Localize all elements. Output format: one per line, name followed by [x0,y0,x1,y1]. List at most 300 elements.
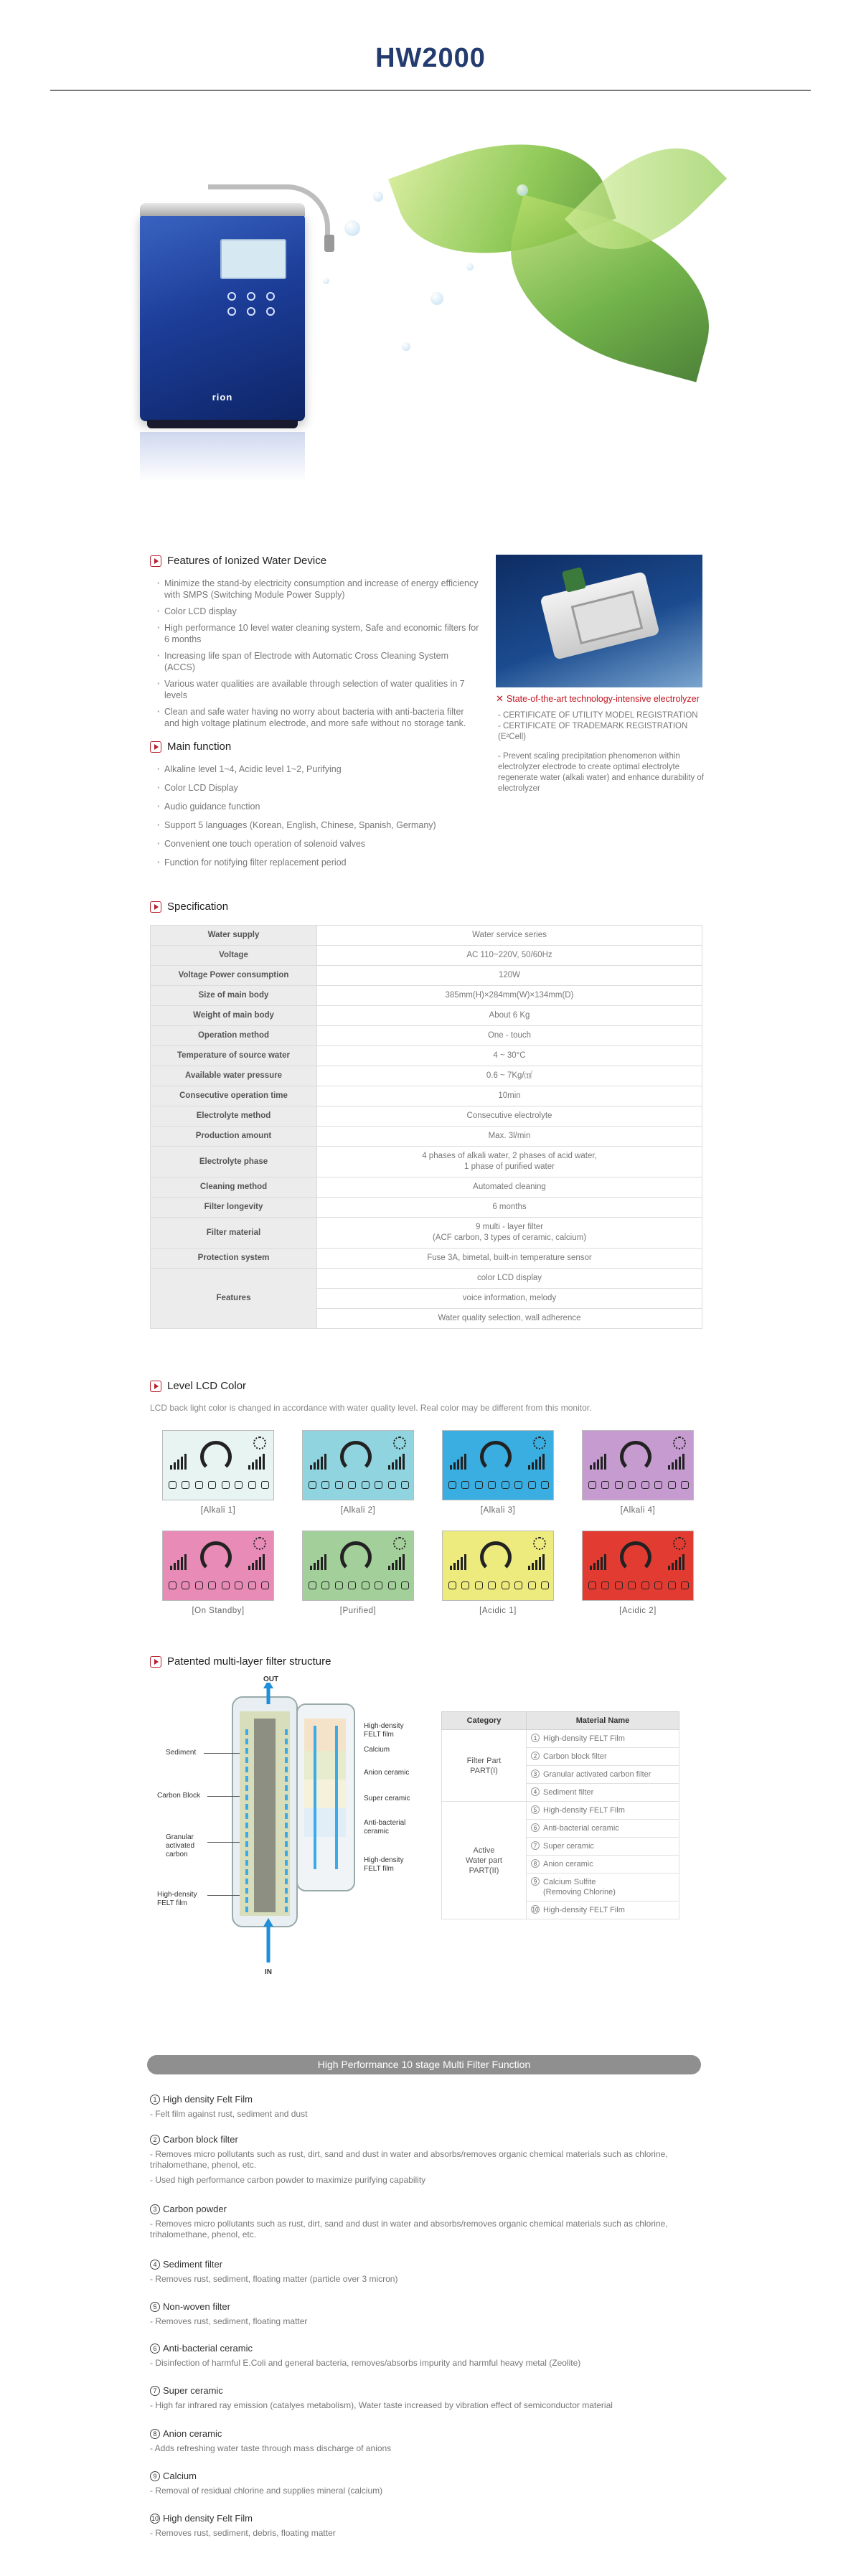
main-function-heading [150,741,231,753]
spec-value: 385mm(H)×284mm(W)×134mm(D) [317,986,702,1006]
stage-desc: - High far infrared ray emission (catalyes metabolism), Water taste increased by vibration effect of semiconductor material [150,2400,613,2410]
water-drop [402,342,410,351]
table-row [151,1026,702,1046]
device-brand-logo: rion [212,392,233,403]
lcd-label: [Acidic 2] [619,1607,657,1615]
lcd-bar [403,1454,405,1470]
lcd-mode-icon [375,1581,382,1589]
lcd-bar [604,1454,606,1470]
lcd-screen [582,1531,694,1601]
number-badge: 2 [531,1752,540,1760]
specification-heading [150,901,228,913]
lcd-bar [593,1462,596,1470]
lcd-mode-icon [448,1581,456,1589]
lcd-bar [252,1462,254,1470]
lcd-sample [302,1531,414,1615]
lcd-mode-icon [601,1481,609,1489]
filter-core-inner [254,1719,276,1912]
spec-label: Production amount [151,1127,317,1147]
lcd-level-bars-right [522,1554,546,1571]
label-leader-line [204,1753,240,1754]
electrolyzer-image [496,555,702,687]
stage-desc: - Felt film against rust, sediment and dust [150,2109,308,2119]
lcd-sample [442,1531,554,1615]
stage-title-text: Anion ceramic [163,2428,222,2439]
lcd-mode-icon [348,1581,356,1589]
material-subtitle: (Removing Chlorine) [543,1888,616,1896]
lcd-ring-icon [480,1541,512,1573]
column-header-material: Material Name [527,1712,679,1730]
lcd-mode-icon [615,1481,623,1489]
list-item: · Clean and safe water having no worry about bacteria with anti-bacteria filter and high voltage platinum electrode, and more safe without no storage tank. [157,706,480,729]
lcd-bar [682,1554,684,1570]
lcd-level-bars-left [590,1554,614,1571]
label-super: Super ceramic [364,1795,410,1802]
lcd-bar [184,1554,187,1570]
lcd-level-bars-left [310,1554,334,1571]
material-name: Anti-bacterial ceramic [543,1824,619,1833]
lcd-mode-icon [641,1581,649,1589]
spec-label: Protection system [151,1249,317,1269]
lcd-bar [403,1554,405,1570]
number-badge: 5 [531,1805,540,1814]
spec-value: Water quality selection, wall adherence [317,1309,702,1329]
lcd-bar [252,1563,254,1570]
lcd-bar [177,1560,179,1570]
spec-label: Operation method [151,1026,317,1046]
lcd-bar [392,1462,394,1470]
lcd-bar [453,1563,456,1570]
features-heading [150,555,326,567]
lcd-bar [174,1563,176,1570]
lcd-mode-icon [261,1481,269,1489]
lcd-mode-icons [309,1581,409,1589]
stage-title-text: Super ceramic [163,2385,223,2396]
stage-title-text: High density Felt Film [163,2094,253,2105]
note-item: - CERTIFICATE OF TRADEMARK REGISTRATION (E²Cell) [498,722,688,741]
stage-title-text: Sediment filter [163,2259,223,2270]
label-leader-line [207,1796,240,1797]
lcd-mode-icon [615,1581,623,1589]
material-cell [527,1820,679,1838]
lcd-mode-icon [541,1581,549,1589]
stage-desc: - Removes micro pollutants such as rust, dirt, sand and dust in water and absorbs/removes organic chemical materials such as chlorine, trihalomethane, phenol, etc. [150,2219,668,2239]
material-cell [527,1766,679,1784]
spec-label: Available water pressure [151,1066,317,1086]
lcd-mode-icon [309,1581,316,1589]
label-granular-carbon: Granular activated carbon [166,1833,195,1858]
stage-title [150,2259,702,2270]
stage-item [150,2204,702,2244]
number-badge: 1 [150,2095,160,2105]
lcd-mode-icon [514,1481,522,1489]
stage-title [150,2134,702,2145]
lcd-bar [310,1465,312,1470]
play-arrow-icon [150,741,161,753]
lcd-bar [668,1566,670,1570]
spec-label: Filter longevity [151,1198,317,1218]
lcd-mode-icon [668,1481,676,1489]
lcd-label: [Alkali 1] [200,1506,236,1515]
device-top-cap [140,203,305,216]
lcd-bar [310,1566,312,1570]
label-carbon-block: Carbon Block [157,1792,201,1800]
lcd-mode-icon [461,1581,469,1589]
lcd-mode-icon [461,1481,469,1489]
lcd-color-grid [162,1430,693,1615]
category-name: PART(II) [469,1866,499,1875]
number-badge: 4 [531,1787,540,1796]
filter-layer-super [304,1780,346,1808]
spec-label: Consecutive operation time [151,1086,317,1106]
lcd-mode-icon [668,1581,676,1589]
electrolyzer-caption-text: State-of-the-art technology-intensive electrolyzer [506,694,700,704]
list-item: · Minimize the stand-by electricity consumption and increase of energy efficiency with SMPS (Switching Module Power Supply) [157,578,480,601]
list-item: · Function for notifying filter replacement period [157,857,487,868]
device-button [266,292,275,301]
lcd-status-icon [673,1537,686,1550]
lcd-bar [464,1554,466,1570]
device-buttons [227,292,279,316]
device-button [247,292,255,301]
label-hd-felt-top: High-density FELT film [364,1722,404,1739]
stage-item [150,2094,702,2124]
lcd-level-bars-right [662,1454,686,1471]
list-item: · High performance 10 level water cleaning system, Safe and economic filters for 6 months [157,622,480,645]
lcd-mode-icon [348,1481,356,1489]
material-name: Sediment filter [543,1788,594,1797]
spec-label: Voltage Power consumption [151,966,317,986]
lcd-label: [Alkali 3] [480,1506,516,1515]
label-sediment: Sediment [166,1749,197,1757]
list-item: · Support 5 languages (Korean, English, Chinese, Spanish, Germany) [157,819,487,831]
lcd-mode-icon [588,1481,596,1489]
number-badge: 8 [531,1859,540,1868]
lcd-label: [Purified] [339,1607,377,1615]
lcd-level-bars-right [242,1554,266,1571]
material-cell [527,1874,679,1902]
electrolyzer-notes [498,710,706,794]
lcd-bar [539,1457,541,1470]
lcd-ring-icon [480,1441,512,1472]
material-cell [527,1838,679,1856]
stage-title [150,2385,702,2396]
category-name: Filter Part [466,1756,502,1765]
lcd-bar [324,1454,326,1470]
label-leader-line [207,1895,240,1896]
lcd-bar [181,1457,183,1470]
spec-value [317,1147,702,1177]
lcd-screen [442,1531,554,1601]
spec-value: color LCD display [317,1269,702,1289]
page-title: HW2000 [375,43,486,73]
spec-label: Filter material [151,1218,317,1249]
lcd-mode-icon [182,1581,189,1589]
material-name: High-density FELT Film [543,1734,625,1743]
list-item: · Increasing life span of Electrode with Automatic Cross Cleaning System (ACCS) [157,650,480,673]
lcd-bar [528,1465,530,1470]
device-button [247,307,255,316]
lcd-bar [399,1557,401,1570]
category-name: PART(I) [470,1766,498,1775]
lcd-bar [457,1459,459,1470]
table-row [151,1106,702,1127]
table-row [442,1802,679,1820]
number-badge: 10 [532,1907,539,1913]
lcd-screen [302,1531,414,1601]
spec-value: Water service series [317,926,702,946]
lcd-mode-icon [401,1481,409,1489]
stage-title-text: Anti-bacterial ceramic [163,2343,253,2354]
lcd-mode-icon [309,1481,316,1489]
lcd-bar [314,1563,316,1570]
number-badge: 10 [151,2515,159,2522]
number-badge: 8 [150,2429,160,2439]
note-item: - CERTIFICATE OF UTILITY MODEL REGISTRATION [498,711,698,720]
main-function-title: Main function [167,741,232,753]
lcd-bar [395,1560,397,1570]
play-arrow-icon [150,555,161,567]
lcd-label: [On Standby] [192,1607,245,1615]
stage-desc: - Disinfection of harmful E.Coli and general bacteria, removes/absorbs impurity and harmful heavy metal (Zeolite) [150,2358,581,2368]
device-base [147,420,298,428]
filter-layer-antibac [304,1808,346,1837]
lcd-mode-icon [401,1581,409,1589]
spec-value: 6 months [317,1198,702,1218]
lcd-bar [263,1554,265,1570]
stage-item [150,2513,702,2543]
stage-item [150,2343,702,2373]
stage-title-text: Carbon powder [163,2204,227,2214]
table-header-row [442,1712,679,1730]
lcd-mode-icon [528,1481,536,1489]
stage-item [150,2134,702,2190]
lcd-level-bars-left [450,1454,474,1471]
lcd-bar [259,1557,261,1570]
device-lcd-screen [220,239,286,279]
lcd-bar [317,1560,319,1570]
lcd-status-icon [253,1537,266,1550]
label-hd-felt-left: High-density FELT film [157,1891,197,1907]
material-cell [527,1802,679,1820]
specification-table [150,925,702,1329]
lcd-title: Level LCD Color [167,1380,247,1392]
filter-layer-anion [304,1751,346,1780]
lcd-level-bars-left [310,1454,334,1471]
table-row [151,1198,702,1218]
lcd-bar [457,1560,459,1570]
lcd-mode-icon [654,1481,662,1489]
stage-desc: - Used high performance carbon powder to maximize purifying capability [150,2175,426,2185]
column-header-category: Category [442,1712,527,1730]
lcd-mode-icon [388,1581,396,1589]
spec-value: 0.6 ~ 7Kg/㎠ [317,1066,702,1086]
stage-title [150,2343,702,2354]
label-in: IN [265,1968,272,1976]
lcd-heading [150,1380,246,1392]
table-row [151,1177,702,1198]
label-anion: Anion ceramic [364,1769,410,1777]
lcd-level-bars-left [170,1554,194,1571]
main-function-list [157,763,487,875]
number-badge: 9 [150,2471,160,2481]
lcd-mode-icon [514,1581,522,1589]
lcd-bar [535,1459,537,1470]
lcd-bar [248,1566,250,1570]
lcd-bar [324,1554,326,1570]
material-cell [527,1784,679,1802]
lcd-bar [392,1563,394,1570]
lcd-mode-icon [528,1581,536,1589]
lcd-mode-icon [448,1481,456,1489]
lcd-label: [Acidic 1] [479,1607,517,1615]
lcd-bar [461,1557,463,1570]
lcd-label: [Alkali 2] [340,1506,376,1515]
lcd-screen [302,1430,414,1500]
material-name: Anion ceramic [543,1860,593,1868]
category-cell [442,1730,527,1802]
lcd-bar [675,1560,677,1570]
lcd-bar [453,1462,456,1470]
water-drop [466,263,474,271]
lcd-mode-icon [208,1481,216,1489]
lcd-bar [679,1457,681,1470]
label-calcium: Calcium [364,1746,390,1754]
lcd-screen [442,1430,554,1500]
spec-value: Consecutive electrolyte [317,1106,702,1127]
spec-value-line: (ACF carbon, 3 types of ceramic, calcium) [432,1233,587,1242]
material-name: Super ceramic [543,1842,594,1851]
table-row [151,1046,702,1066]
lcd-mode-icon [321,1481,329,1489]
lcd-bar [601,1457,603,1470]
label-hd-felt-bottom: High-density FELT film [364,1856,404,1873]
table-row [151,926,702,946]
spec-value-line: 1 phase of purified water [464,1162,555,1171]
lcd-label: [Alkali 4] [620,1506,656,1515]
lcd-bar [255,1459,258,1470]
stage-title [150,2094,702,2105]
stage-desc: - Removes rust, sediment, floating matter (particle over 3 micron) [150,2274,398,2284]
lcd-mode-icons [309,1481,409,1489]
lcd-mode-icon [488,1481,496,1489]
lcd-bar [597,1459,599,1470]
spec-value-line: 9 multi - layer filter [476,1223,543,1231]
cross-icon: ✕ [496,693,504,704]
lcd-mode-icons [588,1581,689,1589]
stage-title [150,2301,702,2312]
list-item: · Audio guidance function [157,801,487,812]
lcd-bar [532,1563,534,1570]
filter-diagram [150,1675,423,1984]
water-drop [344,220,360,236]
spec-value: 4 ~ 30°C [317,1046,702,1066]
lcd-mode-icon [235,1581,243,1589]
lcd-status-icon [393,1437,406,1449]
lcd-sample [442,1430,554,1515]
lcd-level-bars-right [522,1454,546,1471]
spec-label: Electrolyte phase [151,1147,317,1177]
lcd-ring-icon [200,1441,232,1472]
lcd-bar [539,1557,541,1570]
number-badge: 2 [150,2135,160,2145]
table-row [151,1147,702,1177]
lcd-bar [450,1465,452,1470]
number-badge: 4 [150,2260,160,2270]
lcd-mode-icons [169,1481,269,1489]
lcd-description: LCD back light color is changed in accordance with water quality level. Real color may be different from this monitor. [150,1403,592,1413]
lcd-bar [399,1457,401,1470]
faucet-head [324,235,334,252]
lcd-mode-icon [321,1581,329,1589]
lcd-mode-icon [169,1481,177,1489]
spec-value: 120W [317,966,702,986]
stage-title-text: Carbon block filter [163,2134,238,2145]
lcd-bar [679,1557,681,1570]
table-row [151,1086,702,1106]
stage-desc: - Removes rust, sediment, floating matter [150,2316,308,2326]
lcd-bar [668,1465,670,1470]
lcd-ring-icon [620,1441,651,1472]
lcd-mode-icon [681,1481,689,1489]
spec-label: Voltage [151,946,317,966]
stage-title [150,2204,702,2214]
material-name: Calcium Sulfite [543,1878,596,1886]
table-row [442,1730,679,1748]
lcd-sample [582,1531,694,1615]
table-row [151,1066,702,1086]
water-drop [517,184,528,196]
lcd-mode-icon [588,1581,596,1589]
lcd-bar [597,1560,599,1570]
number-badge: 6 [150,2344,160,2354]
lcd-mode-icons [448,1581,549,1589]
number-badge: 5 [150,2302,160,2312]
lcd-status-icon [393,1537,406,1550]
lcd-level-bars-left [450,1554,474,1571]
number-badge: 3 [150,2204,160,2214]
lcd-mode-icon [335,1481,343,1489]
lcd-mode-icon [248,1481,256,1489]
filter-layer-calcium [304,1719,346,1751]
lcd-mode-icons [588,1481,689,1489]
electrolyzer-caption [496,693,700,705]
lcd-mode-icon [628,1581,636,1589]
stage-item [150,2385,702,2415]
spec-label: Electrolyte method [151,1106,317,1127]
spec-label: Cleaning method [151,1177,317,1198]
lcd-ring-icon [620,1541,651,1573]
lcd-bar [532,1462,534,1470]
material-cell [527,1902,679,1919]
lcd-bar [601,1557,603,1570]
device-reflection [140,432,305,482]
number-badge: 7 [531,1841,540,1850]
lcd-bar [464,1454,466,1470]
label-leader-line [207,1842,240,1843]
lcd-bar [259,1457,261,1470]
number-badge: 6 [531,1823,540,1832]
spec-label: Features [151,1269,317,1329]
device-button [227,292,236,301]
stage-item [150,2301,702,2331]
lcd-screen [162,1430,274,1500]
lcd-mode-icons [448,1481,549,1489]
device-button [227,307,236,316]
spec-value: 10min [317,1086,702,1106]
hero-image [0,113,861,529]
stage-title [150,2428,702,2439]
